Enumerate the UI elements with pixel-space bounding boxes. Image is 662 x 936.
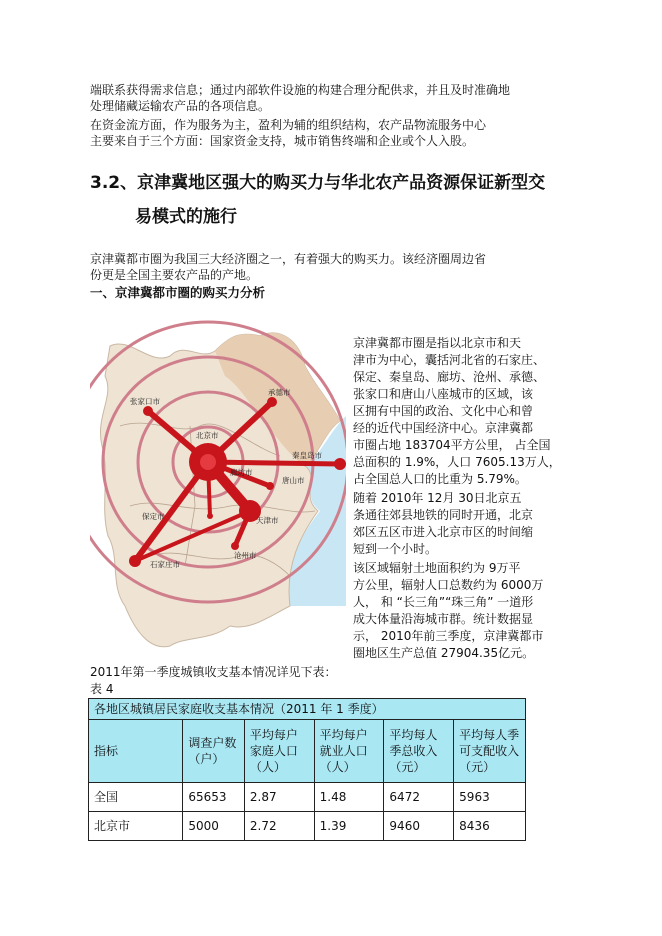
intro-line: 主要来自于三个方面：国家资金支持，城市销售终端和企业或个人入股。	[90, 134, 475, 148]
section-number: 3.2、	[90, 173, 138, 193]
side-text-line: 保定、秦皇岛、廊坊、沧州、承德、	[353, 370, 546, 384]
section-heading	[90, 172, 545, 194]
side-text-line: 圈地区生产总值 27904.35亿元。	[353, 646, 535, 660]
node-chengde	[267, 397, 277, 407]
table-header-cell: 平均每人季总收入（元）	[384, 720, 454, 783]
label-zhangjiakou: 张家口市	[130, 397, 160, 406]
table-cell: 5963	[454, 783, 526, 812]
body-line: 份更是全国主要农产品的产地。	[90, 268, 259, 282]
table-header-cell: 平均每户家庭人口（人）	[244, 720, 314, 783]
table-label: 表 4	[90, 682, 114, 696]
table-header-cell: 平均每人季可支配收入（元）	[454, 720, 526, 783]
side-text-line: 该区域辐射土地面积约为 9万平	[353, 561, 521, 575]
capital-region-map	[90, 306, 346, 652]
intro-line: 处理储藏运输农产品的各项信息。	[90, 99, 271, 113]
side-text-line: 张家口和唐山八座城市的区域，该	[353, 387, 534, 401]
side-text-line: 成大体量沿海城市群。统计数据显	[353, 612, 534, 626]
table-cell: 6472	[384, 783, 454, 812]
label-shijiazhuang: 石家庄市	[150, 560, 180, 569]
intro-line: 在资金流方面，作为服务为主，盈利为辅的组织结构，农产品物流服务中心	[90, 118, 487, 132]
table-cell: 2.87	[244, 783, 314, 812]
side-text-line: 示， 2010年前三季度，京津冀都市	[353, 629, 544, 643]
side-text-line: 方公里，辐射人口总数约为 6000万	[353, 578, 544, 592]
table-cell: 2.72	[244, 812, 314, 841]
label-tianjin: 天津市	[256, 516, 279, 525]
label-baoding: 保定市	[142, 512, 165, 521]
side-text-line: 经的近代中国经济中心。京津冀都	[353, 421, 534, 435]
node-zhangjiakou	[143, 406, 153, 416]
label-qinhuangdao: 秦皇岛市	[292, 451, 322, 460]
table-cell: 8436	[454, 812, 526, 841]
intro-line: 端联系获得需求信息；通过内部软件设施的构建合理分配供求，并且及时准确地	[90, 83, 511, 97]
side-text-line: 市圈占地 183704平方公里， 占全国	[353, 438, 551, 452]
side-text-line: 人， 和 “长三角”“珠三角” 一道形	[353, 595, 534, 609]
side-text-line: 条通往郊县地铁的同时开通，北京	[353, 508, 534, 522]
node-tangshan	[266, 482, 274, 490]
label-cangzhou: 沧州市	[234, 551, 257, 560]
table-cell: 65653	[183, 783, 245, 812]
table-cell: 5000	[183, 812, 245, 841]
side-text-line: 总面积的 1.9%，人口 7605.13万人，	[353, 455, 561, 469]
table-header-cell: 调查户数（户）	[183, 720, 245, 783]
node-cangzhou	[231, 542, 239, 550]
income-table	[88, 698, 526, 841]
table-header-row	[89, 720, 526, 783]
label-langfang: 廊坊市	[230, 468, 253, 477]
side-text-line: 区拥有中国的政治、文化中心和曾	[353, 404, 534, 418]
label-beijing: 北京市	[196, 431, 219, 440]
side-text-line: 郊区五区市进入北京市区的时间缩	[353, 525, 534, 539]
table-caption: 各地区城镇居民家庭收支基本情况（2011 年 1 季度）	[89, 699, 526, 720]
table-row	[89, 812, 526, 841]
node-shijiazhuang	[129, 555, 141, 567]
table-cell: 9460	[384, 812, 454, 841]
body-line: 京津冀都市圈为我国三大经济圈之一，有着强大的购买力。该经济圈周边省	[90, 252, 487, 266]
node-baoding	[207, 513, 213, 519]
side-text-line: 津市为中心，囊括河北省的石家庄、	[353, 353, 546, 367]
table-row	[89, 783, 526, 812]
table-cell: 1.39	[314, 812, 384, 841]
label-chengde: 承德市	[268, 388, 291, 397]
table-header-cell: 指标	[89, 720, 183, 783]
table-header-cell: 平均每户就业人口（人）	[314, 720, 384, 783]
side-text-line: 随着 2010年 12月 30日北京五	[353, 491, 522, 505]
section-title-line1: 京津冀地区强大的购买力与华北农产品资源保证新型交	[137, 173, 546, 193]
subsection-heading: 一、京津冀都市圈的购买力分析	[90, 285, 266, 300]
section-title-line2: 易模式的施行	[135, 207, 237, 227]
node-qinhuangdao	[334, 458, 346, 470]
table-cell: 1.48	[314, 783, 384, 812]
side-text-line: 短到一个小时。	[353, 542, 438, 556]
side-text-line: 占全国总人口的比重为 5.79%。	[353, 472, 527, 486]
table-intro: 2011年第一季度城镇收支基本情况详见下表：	[90, 665, 337, 679]
label-tangshan: 唐山市	[282, 476, 305, 485]
hub-beijing-core	[200, 454, 216, 470]
table-cell: 全国	[89, 783, 183, 812]
table-cell: 北京市	[89, 812, 183, 841]
side-text-line: 京津冀都市圈是指以北京市和天	[353, 336, 522, 350]
